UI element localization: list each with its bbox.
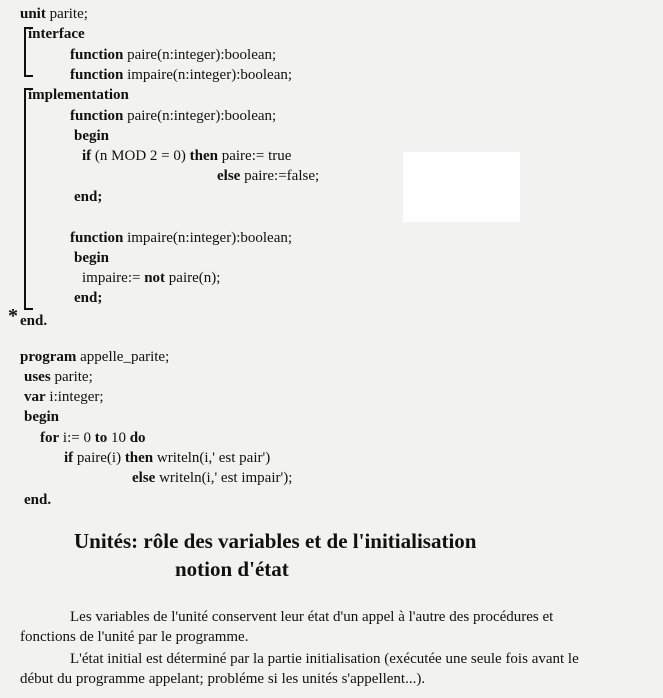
keyword: for <box>40 430 60 446</box>
keyword: var <box>24 389 46 405</box>
code-text: impaire(n:integer):boolean; <box>123 230 293 246</box>
keyword: not <box>144 270 166 286</box>
asterisk-mark: * <box>8 305 18 327</box>
paragraph-line: Les variables de l'unité conservent leur état d'un appel à l'autre des procédures et <box>70 609 554 625</box>
code-line-implementation <box>28 86 129 104</box>
keyword: end. <box>20 313 48 329</box>
code-line-end-program <box>24 491 51 509</box>
code-line-function-impaire <box>70 229 292 247</box>
code-line-impaire-assign <box>82 269 220 287</box>
code-line-uses <box>24 368 93 386</box>
code-line-if <box>64 449 270 467</box>
code-line-else <box>217 167 319 185</box>
blank-patch <box>403 152 520 222</box>
keyword: else <box>217 168 241 184</box>
code-line-end <box>74 289 102 307</box>
code-line-end <box>74 188 102 206</box>
code-line-begin <box>74 127 109 145</box>
code-line-program <box>20 348 169 366</box>
keyword: function <box>70 230 124 246</box>
code-text: paire:= true <box>217 148 292 164</box>
keyword: if <box>64 450 74 466</box>
keyword: then <box>124 450 154 466</box>
paragraph-line: fonctions de l'unité par le programme. <box>20 629 249 645</box>
code-line-function-paire <box>70 107 276 125</box>
code-text: appelle_parite; <box>76 349 170 365</box>
interface-bracket <box>24 27 26 77</box>
keyword: begin <box>74 128 110 144</box>
keyword: uses <box>24 369 51 385</box>
keyword: begin <box>24 409 60 425</box>
implementation-bracket <box>24 88 26 310</box>
code-text: impaire(n:integer):boolean; <box>123 67 293 83</box>
keyword: unit <box>20 6 46 22</box>
keyword: to <box>94 430 108 446</box>
code-line-var <box>24 388 104 406</box>
code-text: parite; <box>45 6 88 22</box>
code-text: paire(n:integer):boolean; <box>123 108 277 124</box>
code-line-function-impaire-decl <box>70 66 292 84</box>
code-text: parite; <box>50 369 93 385</box>
code-line-else <box>132 469 292 487</box>
keyword: interface <box>28 26 85 42</box>
keyword: end; <box>74 290 103 306</box>
keyword: if <box>82 148 92 164</box>
code-text: i:= 0 <box>59 430 95 446</box>
keyword: program <box>20 349 77 365</box>
code-text: (n MOD 2 = 0) <box>91 148 190 164</box>
code-text: paire:=false; <box>240 168 320 184</box>
keyword: then <box>189 148 218 164</box>
keyword: else <box>132 470 156 486</box>
code-text: writeln(i,' est pair') <box>153 450 271 466</box>
code-line-for <box>40 429 146 447</box>
keyword: function <box>70 47 124 63</box>
code-line-function-paire-decl <box>70 46 276 64</box>
section-heading: Unités: rôle des variables et de l'initialisation <box>74 529 477 553</box>
keyword: end. <box>24 492 52 508</box>
keyword: do <box>129 430 146 446</box>
code-text: paire(n:integer):boolean; <box>123 47 277 63</box>
code-line-begin <box>74 249 109 267</box>
code-line-begin <box>24 408 59 426</box>
code-text: paire(n); <box>165 270 221 286</box>
keyword: implementation <box>28 87 129 103</box>
code-text: writeln(i,' est impair'); <box>155 470 293 486</box>
code-text: 10 <box>107 430 130 446</box>
code-text: i:integer; <box>45 389 104 405</box>
code-line-end-unit <box>20 312 47 330</box>
paragraph-line: L'état initial est déterminé par la partie initialisation (exécutée une seule fois avant le <box>70 651 579 667</box>
keyword: begin <box>74 250 110 266</box>
code-line-unit <box>20 5 88 23</box>
code-text: impaire:= <box>82 270 145 286</box>
code-line-interface <box>28 25 85 43</box>
paragraph-line: début du programme appelant; probléme si les unités s'appellent...). <box>20 671 426 687</box>
keyword: function <box>70 67 124 83</box>
keyword: end; <box>74 189 103 205</box>
keyword: function <box>70 108 124 124</box>
code-line-if <box>82 147 291 165</box>
section-subheading: notion d'état <box>175 557 289 581</box>
code-text: paire(i) <box>73 450 125 466</box>
